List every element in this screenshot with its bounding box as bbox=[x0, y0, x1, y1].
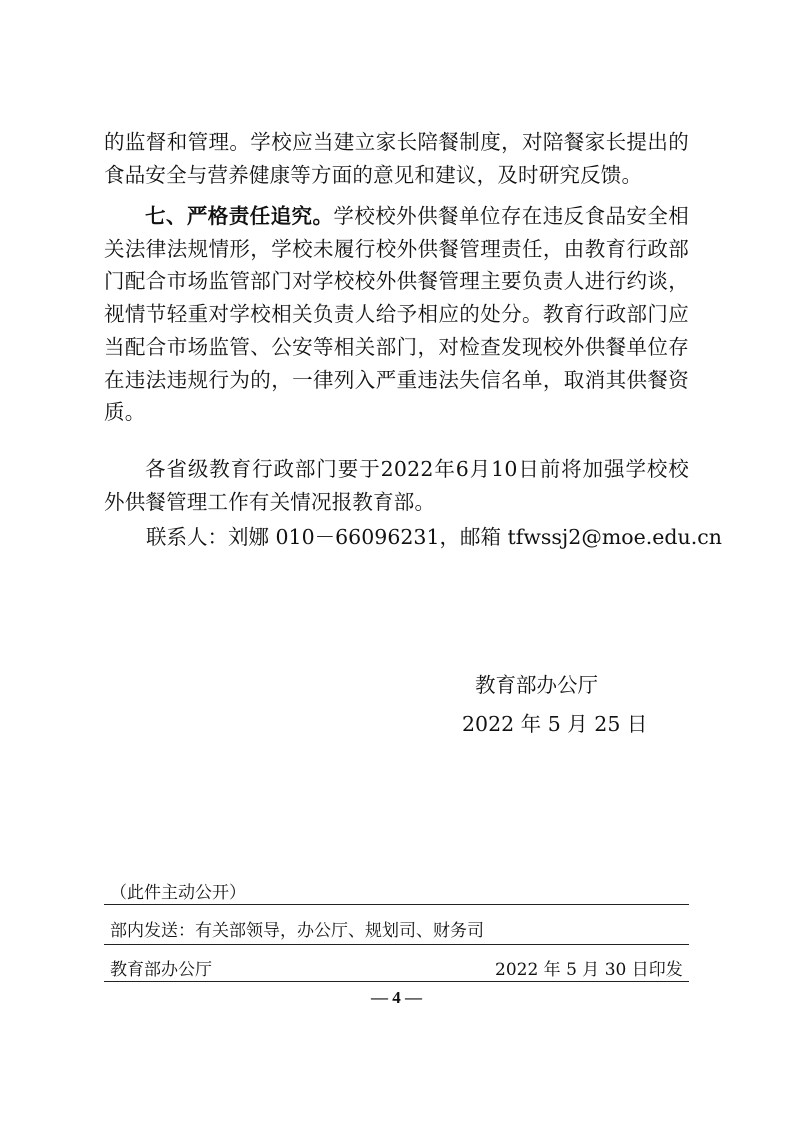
issuer-name: 教育部办公厅 bbox=[110, 960, 212, 980]
disclosure-note: （此件主动公开） bbox=[110, 883, 246, 903]
page-number: — 4 — bbox=[371, 988, 422, 1007]
body-paragraph-3: 各省级教育行政部门要于2022年6月10日前将加强学校校外供餐管理工作有关情况报教育部。 bbox=[104, 457, 689, 514]
body-paragraph-2 bbox=[104, 200, 689, 429]
section-text: 学校校外供餐单位存在违反食品安全相关法律法规情形，学校未履行校外供餐管理责任，由教育行政部门配合市场监管部门对学校校外供餐管理主要负责人进行约谈，视情节轻重对学校相关负责人给予相应的处分。教育行政部门应当配合市场监管、公安等相关部门，对检查发现校外供餐单位存在违法违规行为的，一律列入严重违法失信名单，取消其供餐资质。 bbox=[104, 204, 689, 425]
footer-rule-bottom bbox=[104, 981, 689, 982]
section-heading: 七、严格责任追究。 bbox=[145, 204, 334, 228]
distribution-line: 部内发送：有关部领导，办公厅、规划司、财务司 bbox=[110, 921, 484, 941]
footer-rule-middle bbox=[104, 944, 689, 945]
print-date: 2022 年 5 月 30 日印发 bbox=[495, 960, 683, 980]
signature-org: 教育部办公厅 bbox=[475, 673, 598, 697]
footer-rule-top bbox=[104, 904, 689, 905]
body-paragraph-1: 的监督和管理。学校应当建立家长陪餐制度，对陪餐家长提出的食品安全与营养健康等方面的意见和建议，及时研究反馈。 bbox=[104, 130, 689, 187]
signature-date: 2022 年 5 月 25 日 bbox=[462, 712, 648, 736]
contact-line: 联系人：刘娜 010－66096231，邮箱 tfwssj2@moe.edu.cn bbox=[146, 525, 722, 549]
